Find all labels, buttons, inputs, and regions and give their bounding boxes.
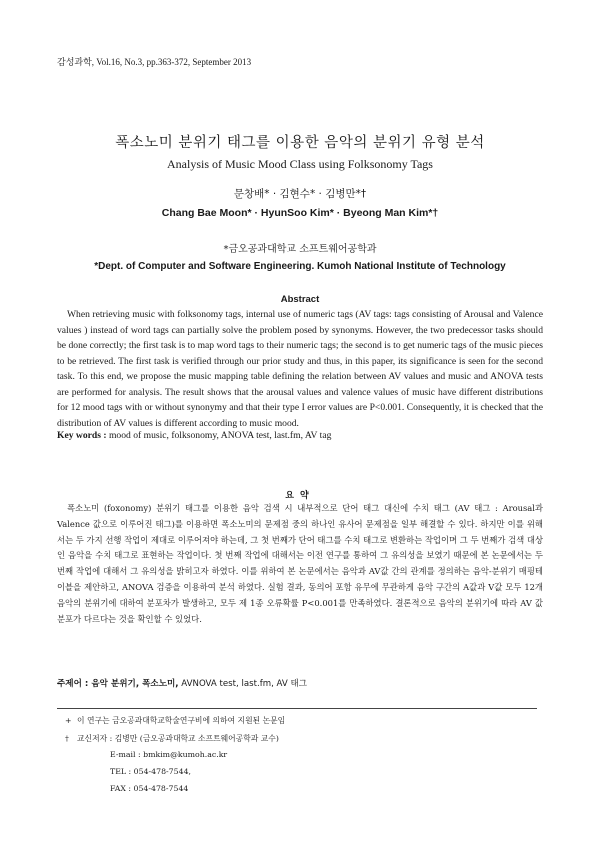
footnote-tel: TEL : 054-478-7544, — [110, 767, 192, 776]
authors-english: Chang Bae Moon* · HyunSoo Kim* · Byeong Man Kim*† — [161, 207, 439, 219]
footnote-dagger-mark: † — [65, 734, 69, 743]
footnote-corresponding — [65, 733, 279, 744]
footnote-divider — [57, 708, 537, 709]
footnote-fax: FAX : 054-478-7544 — [110, 784, 189, 793]
journal-header: 감성과학, Vol.16, No.3, pp.363-372, September 2013 — [57, 57, 252, 67]
korean-keywords-bold: 음악 분위기, 폭소노미, — [88, 679, 179, 689]
korean-keywords-label: 주제어 : — [57, 679, 89, 689]
footnote-funding — [65, 715, 285, 726]
keywords-line — [57, 430, 543, 441]
title-english: Analysis of Music Mood Class using Folksonomy Tags — [167, 157, 433, 171]
affiliation-korean: *금오공과대학교 소프트웨어공학과 — [223, 244, 377, 255]
footnote-funding-text: 이 연구는 금오공과대학교학술연구비에 의하여 지원된 논문임 — [77, 716, 286, 725]
abstract-body: When retrieving music with folksonomy tags, internal use of numeric tags (AV tags: tags consisting of Arousal and Valence values ) instead of word tags can partially solve the problem posed by synonyms. However, the two predecessor tasks should be done correctly; the first task is to map word tags to their numeric tags; the second is to get numeric tags of the music pieces to be retrieved. The first task is verified through our prior study and thus, in this paper, its significance is seen for the second task. To this end, we propose the music mapping table defining the relation between AV values and music and ANOVA tests are performed for analysis. The result shows that the arousal values and valence values of music have different distributions for 12 mood tags with or without synonymy and that their type I error values are P<0.001. Consequently, it is checked that the distribution of AV values is different according to music mood. — [57, 309, 543, 429]
keywords-list: mood of music, folksonomy, ANOVA test, last.fm, AV tag — [106, 430, 332, 441]
footnote-plus-mark: + — [65, 716, 72, 725]
korean-abstract-body: 폭소노미 (foxonomy) 분위기 태그를 이용한 음악 검색 시 내부적으로 단어 태그 대신에 수치 태그 (AV 태그 : Arousal과 Valence 값으로 이루어진 태그)를 이용하면 폭소노미의 문제점 중의 하나인 유사어 문제점을 일부 해결할 수 있다. 하지만 이를 위해서는 두 가지 선행 작업이 제대로 이루어져야 하는데, 그 첫 번째가 단어 태그를 수치 태그로 변환하는 작업이며 그 두 번째가 검색 대상인 음악을 수치 태그로 표현하는 작업이다. 첫 번째 작업에 대해서는 이전 연구를 통하여 그 유의성을 보였기 때문에 본 논문에서는 두 번째 작업에 대해서 그 유의성을 밝히고자 하였다. 이를 위하여 본 논문에서는 음악과 AV값 간의 관계를 정의하는 음악-분위기 매핑테이블을 제안하고, ANOVA 검증을 이용하여 분석 하였다. 실험 결과, 동의어 포함 유무에 무관하게 음악 구간의 A값과 V값 모두 12개 음악의 분위기에 대하여 분포차가 발생하고, 모두 제 1종 오류확률 P<0.001를 만족하였다. 결론적으로 음악의 분위기에 따라 AV 값 분포가 다르다는 것을 확인할 수 있었다. — [57, 503, 543, 624]
korean-keywords-rest: AVNOVA test, last.fm, AV 태그 — [178, 679, 308, 689]
footnote-corresponding-text: 교신저자 : 김병만 (금오공과대학교 소프트웨어공학과 교수) — [77, 734, 279, 743]
abstract-heading: Abstract — [280, 294, 320, 305]
authors-korean: 문창배* · 김현수* · 김병만*† — [233, 188, 367, 200]
korean-keywords-line — [57, 677, 543, 689]
keywords-label: Key words : — [57, 430, 107, 441]
affiliation-english: *Dept. of Computer and Software Engineering. Kumoh National Institute of Technology — [94, 261, 506, 272]
korean-abstract-heading: 요약 — [285, 491, 315, 501]
footnote-email: E-mail : bmkim@kumoh.ac.kr — [110, 750, 228, 759]
title-korean: 폭소노미 분위기 태그를 이용한 음악의 분위기 유형 분석 — [115, 135, 485, 151]
